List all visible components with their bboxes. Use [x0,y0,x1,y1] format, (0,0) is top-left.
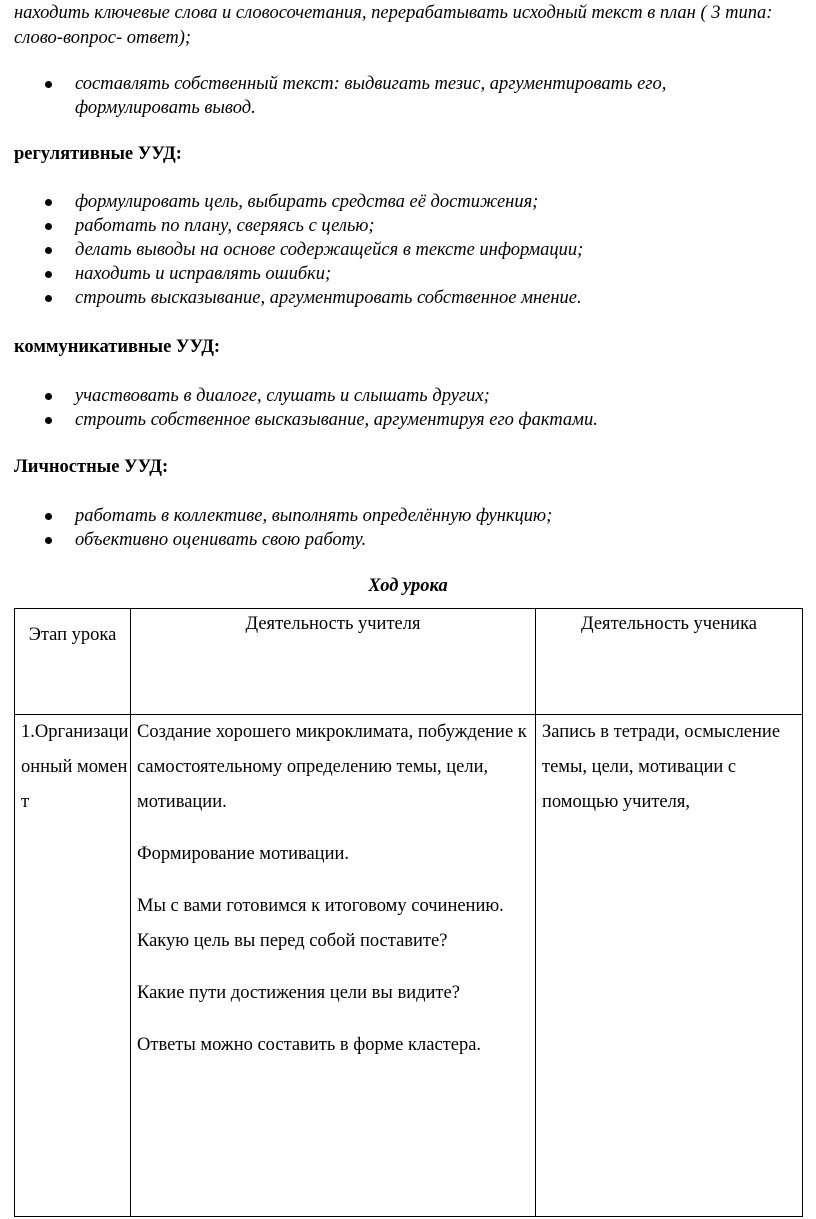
bullet-icon [45,513,52,520]
intro-paragraph: находить ключевые слова и словосочетания, перерабатывать исходный текст в план ( 3 типа: слово-вопрос- ответ); [14,3,773,48]
header-stage: Этап урока [15,609,131,715]
teacher-paragraph: Создание хорошего микроклимата, побуждение к самостоятельному определению темы, цели, мотивации. [137,722,527,812]
bullet-icon [45,271,52,278]
lesson-table [14,608,803,1217]
teacher-paragraph: Какие пути достижения цели вы видите? [137,983,460,1003]
bullet-icon [45,417,52,424]
regulatory-heading: регулятивные УУД: [14,144,182,164]
list-item: делать выводы на основе содержащейся в тексте информации; [0,238,790,262]
lesson-title: Ход урока [368,576,448,596]
list-item: объективно оценивать свою работу. [0,528,790,552]
list-item: находить и исправлять ошибки; [0,262,790,286]
list-item: участвовать в диалоге, слушать и слышать других; [0,384,790,408]
list-item: строить собственное высказывание, аргументируя его фактами. [0,408,790,432]
list-item: работать по плану, сверяясь с целью; [0,214,790,238]
list-item: работать в коллективе, выполнять определённую функцию; [0,504,790,528]
teacher-paragraph: Формирование мотивации. [137,844,350,864]
bullet-icon [45,223,52,230]
intro-bullet-list [0,72,790,120]
list-item: строить высказывание, аргументировать собственное мнение. [0,286,790,310]
header-student: Деятельность ученика [536,609,803,715]
cell-teacher [131,715,536,1217]
cell-student: Запись в тетради, осмысление темы, цели, мотивации с помощью учителя, [536,715,803,1217]
regulatory-list [0,190,790,310]
table-header-row [15,609,803,715]
personal-heading: Личностные УУД: [14,457,169,477]
communicative-heading: коммуникативные УУД: [14,337,221,357]
teacher-paragraph: Ответы можно составить в форме кластера. [137,1035,482,1055]
personal-list [0,504,790,552]
teacher-paragraph: Мы с вами готовимся к итоговому сочинению. Какую цель вы перед собой поставите? [137,896,504,951]
bullet-icon [45,199,52,206]
bullet-icon [45,537,52,544]
bullet-icon [45,295,52,302]
communicative-list [0,384,790,432]
cell-stage: 1.Организационный момент [15,715,131,1217]
bullet-icon [45,81,52,88]
bullet-icon [45,247,52,254]
list-item: формулировать цель, выбирать средства её достижения; [0,190,790,214]
table-row [15,715,803,1217]
bullet-icon [45,393,52,400]
list-item: составлять собственный текст: выдвигать тезис, аргументировать его, формулировать вывод. [0,72,790,120]
header-teacher: Деятельность учителя [131,609,536,715]
